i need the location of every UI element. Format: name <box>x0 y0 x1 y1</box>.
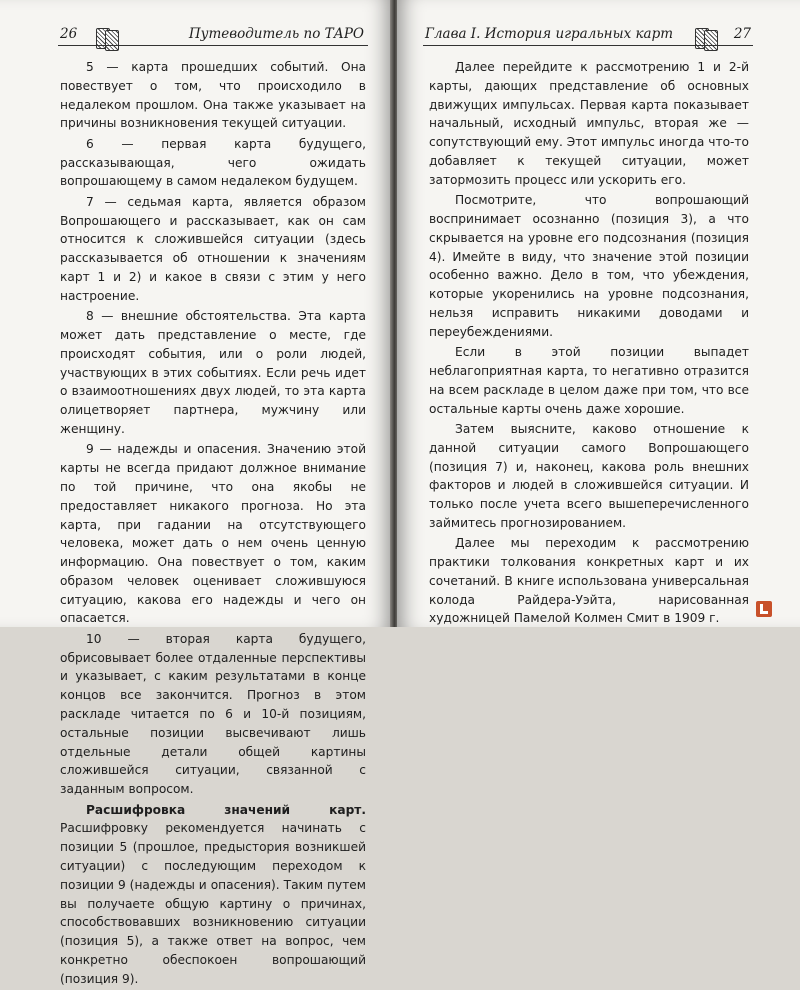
paragraph: 9 — надежды и опасения. Значению этой карты не всегда придают должное внимание по той причине, что она якобы не предоставляет никакого прогноза. Но эта карта, при гадании на отсутствующего человека, может дать о нем очень ценную информацию. Она повествует о том, каким образом человек оценивает сложившуюся ситуацию, какова его надежды и чего он опасается. <box>60 442 366 626</box>
tarot-cards-icon <box>96 26 109 45</box>
paragraph: Далее мы переходим к рассмотрению практики толкования конкретных карт и их сочетаний. В книге использована универсальная колода Райдера-Уэйта, нарисованная художницей Памелой Колмен Смит в 1909 г. <box>429 536 749 626</box>
paragraph: 6 — первая карта будущего, рассказывающая, чего ожидать вопрошающему в самом недалеком будущем. <box>60 136 366 189</box>
right-page-number: 27 <box>733 26 751 42</box>
paragraph: Затем выясните, каково отношение к данной ситуации самого Вопрошающего (позиция 7) и, наконец, какова роль внешних факторов и людей в сложившейся ситуации. И только после учета всего вышеперечисленного займитесь прогнозированием. <box>429 421 749 530</box>
paragraph: Если в этой позиции выпадет неблагоприятная карта, то негативно отразится на всем раскладе в целом даже при том, что все остальные карты очень даже хорошие. <box>429 345 749 416</box>
publisher-logo-icon <box>756 601 772 617</box>
paragraph: 5 — карта прошедших событий. Она повествует о том, что происходило в недалеком прошлом. Она также указывает на причины возникновения текущей ситуации. <box>60 60 366 131</box>
paragraph: 10 — вторая карта будущего, обрисовывает более отдаленные перспективы и указывает, с каким результатами в конце концов все закончится. Прогноз в этом раскладе читается по 6 и 10-й позициям, остальные позиции высвечивают лишь отдельные детали общей картины сложившейся ситуации, связанной с заданным вопросом. <box>60 631 366 797</box>
left-page <box>0 0 392 986</box>
tarot-cards-icon <box>695 26 708 45</box>
right-page-header <box>423 20 753 46</box>
header-rule <box>58 45 368 46</box>
right-body-text <box>429 58 749 630</box>
paragraph: 7 — седьмая карта, является образом Вопрошающего и рассказывает, как он сам относится к сложившейся ситуации (здесь рассказывается об отношении к значениям карт 1 и 2) и какое в связи с этим у него настроение. <box>60 194 366 303</box>
left-running-title: Путеводитель по ТАРО <box>188 26 364 42</box>
left-page-number: 26 <box>60 26 78 42</box>
paragraph <box>60 801 366 989</box>
left-page-header <box>58 20 368 46</box>
paragraph: Посмотрите, что вопрошающий воспринимает осознанно (позиция 3), а что скрывается на уровне его подсознания (позиция 4). Имейте в виду, что значение этой позиции особенно важно. Дело в том, что убеждения, которые укоренились на уровне подсознания, нельзя исправить никакими доводами и переубеждениями. <box>429 193 749 339</box>
header-rule <box>423 45 753 46</box>
paragraph: Далее перейдите к рассмотрению 1 и 2-й карты, дающих представление об основных движущих импульсах. Первая карта показывает начальный, исходный импульс, вторая же — сопутствующий ему. Этот импульс иногда что-то добавляет к текущей ситуации, может затормозить процесс или ускорить его. <box>429 60 749 187</box>
paragraph: 8 — внешние обстоятельства. Эта карта может дать представление о месте, где происходят события, или о роли людей, участвующих в этих событиях. Если речь идет о взаимоотношениях двух людей, то эта карта олицетворяет партнера, мужчину или женщину. <box>60 309 366 436</box>
left-body-text <box>60 58 366 990</box>
paragraph-text: Расшифровку рекомендуется начинать с позиции 5 (прошлое, предыстория возникшей ситуации) с последующим переходом к позиции 9 (надежды и опасения). Таким путем вы получаете общую картину о причинах, способствовавших возникновению ситуации (позиция 5), а также ответ на вопрос, чем конкретно обеспокоен вопрошающий (позиция 9). <box>60 821 366 986</box>
right-page <box>397 0 800 627</box>
section-heading: Расшифровка значений карт. <box>86 802 366 817</box>
right-running-title: Глава I. История игральных карт <box>425 26 674 42</box>
